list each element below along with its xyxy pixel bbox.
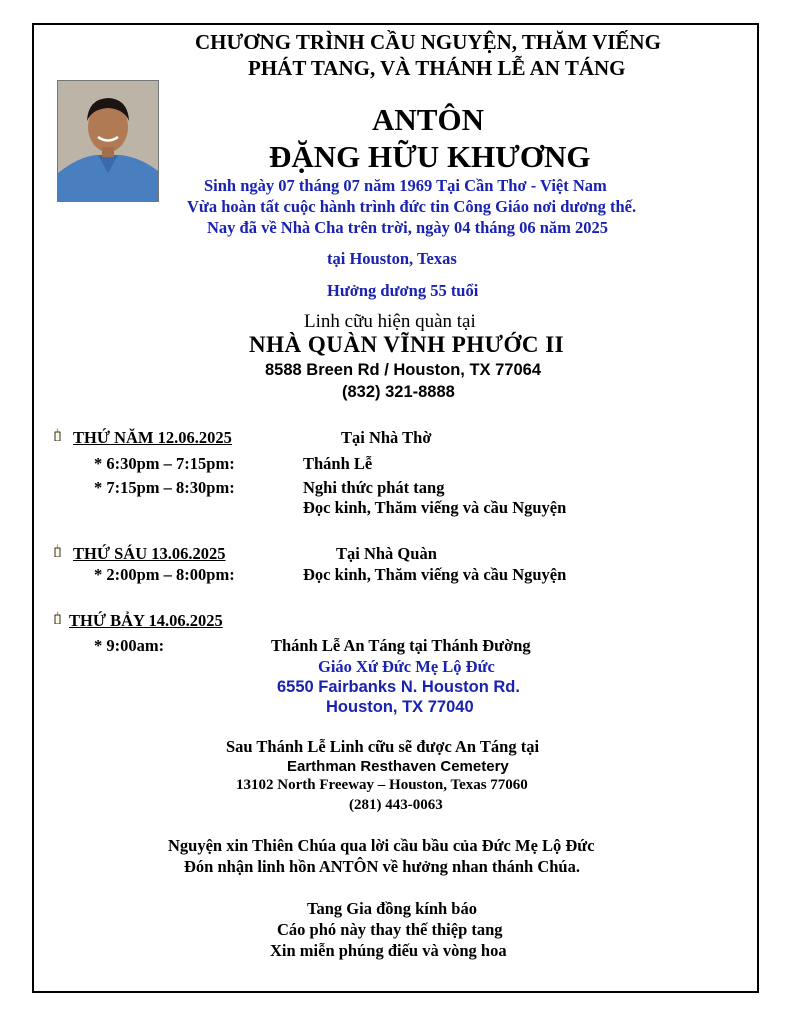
prayer-line-1: Nguyện xin Thiên Chúa qua lời cầu bầu của Đức Mẹ Lộ Đức: [168, 836, 595, 855]
day-1-desc-1: Thánh Lễ: [303, 454, 373, 473]
candle-icon: [54, 611, 61, 624]
death-place: tại Houston, Texas: [327, 249, 457, 268]
funeral-home-phone: (832) 321-8888: [342, 383, 455, 401]
day-1-time-1: * 6:30pm – 7:15pm:: [94, 454, 235, 473]
day-1-desc-2a: Nghi thức phát tang: [303, 478, 445, 497]
header-line-2: PHÁT TANG, VÀ THÁNH LỄ AN TÁNG: [248, 56, 626, 80]
saint-name: ANTÔN: [372, 102, 484, 137]
funeral-home-intro: Linh cữu hiện quàn tại: [304, 311, 476, 332]
church-name: Giáo Xứ Đức Mẹ Lộ Đức: [318, 657, 495, 676]
cemetery-name: Earthman Resthaven Cemetery: [287, 758, 509, 775]
day-3-time-1: * 9:00am:: [94, 636, 165, 655]
header-line-1: CHƯƠNG TRÌNH CẦU NGUYỆN, THĂM VIẾNG: [195, 30, 661, 54]
day-1-desc-2b: Đọc kinh, Thăm viếng và cầu Nguyện: [303, 498, 567, 517]
candle-icon: [54, 428, 61, 441]
closing-line-2: Cáo phó này thay thế thiệp tang: [277, 920, 503, 939]
closing-line-3: Xin miễn phúng điếu và vòng hoa: [270, 941, 507, 960]
day-1-title: THỨ NĂM 12.06.2025: [73, 428, 232, 447]
day-3-title: THỨ BẢY 14.06.2025: [69, 611, 223, 630]
birth-info: Sinh ngày 07 tháng 07 năm 1969 Tại Cần Thơ - Việt Nam: [204, 176, 607, 195]
funeral-home-address: 8588 Breen Rd / Houston, TX 77064: [265, 361, 542, 379]
day-2-desc-1: Đọc kinh, Thăm viếng và cầu Nguyện: [303, 565, 567, 584]
portrait-photo: [57, 80, 159, 202]
funeral-home-name: NHÀ QUÀN VĨNH PHƯỚC II: [249, 332, 565, 357]
day-1-time-2: * 7:15pm – 8:30pm:: [94, 478, 235, 497]
age-info: Hưởng dương 55 tuổi: [327, 281, 479, 300]
cemetery-phone: (281) 443-0063: [349, 797, 443, 813]
day-3-desc-1: Thánh Lễ An Táng tại Thánh Đường: [271, 636, 531, 655]
prayer-line-2: Đón nhận linh hồn ANTÔN về hưởng nhan thánh Chúa.: [184, 857, 580, 876]
cemetery-address: 13102 North Freeway – Houston, Texas 77060: [236, 777, 528, 793]
candle-icon: [54, 544, 61, 557]
full-name: ĐẶNG HỮU KHƯƠNG: [269, 139, 591, 174]
death-info: Nay đã về Nhà Cha trên trời, ngày 04 tháng 06 năm 2025: [207, 218, 609, 237]
closing-line-1: Tang Gia đồng kính báo: [307, 899, 477, 918]
burial-intro: Sau Thánh Lễ Linh cữu sẽ được An Táng tại: [226, 737, 540, 756]
journey-info: Vừa hoàn tất cuộc hành trình đức tin Công Giáo nơi dương thế.: [187, 197, 637, 216]
day-1-location: Tại Nhà Thờ: [341, 428, 432, 447]
day-2-location: Tại Nhà Quàn: [336, 544, 437, 563]
church-address: 6550 Fairbanks N. Houston Rd.: [277, 678, 520, 696]
day-2-title: THỨ SÁU 13.06.2025: [73, 544, 226, 563]
day-2-time-1: * 2:00pm – 8:00pm:: [94, 565, 235, 584]
church-city: Houston, TX 77040: [326, 698, 474, 716]
